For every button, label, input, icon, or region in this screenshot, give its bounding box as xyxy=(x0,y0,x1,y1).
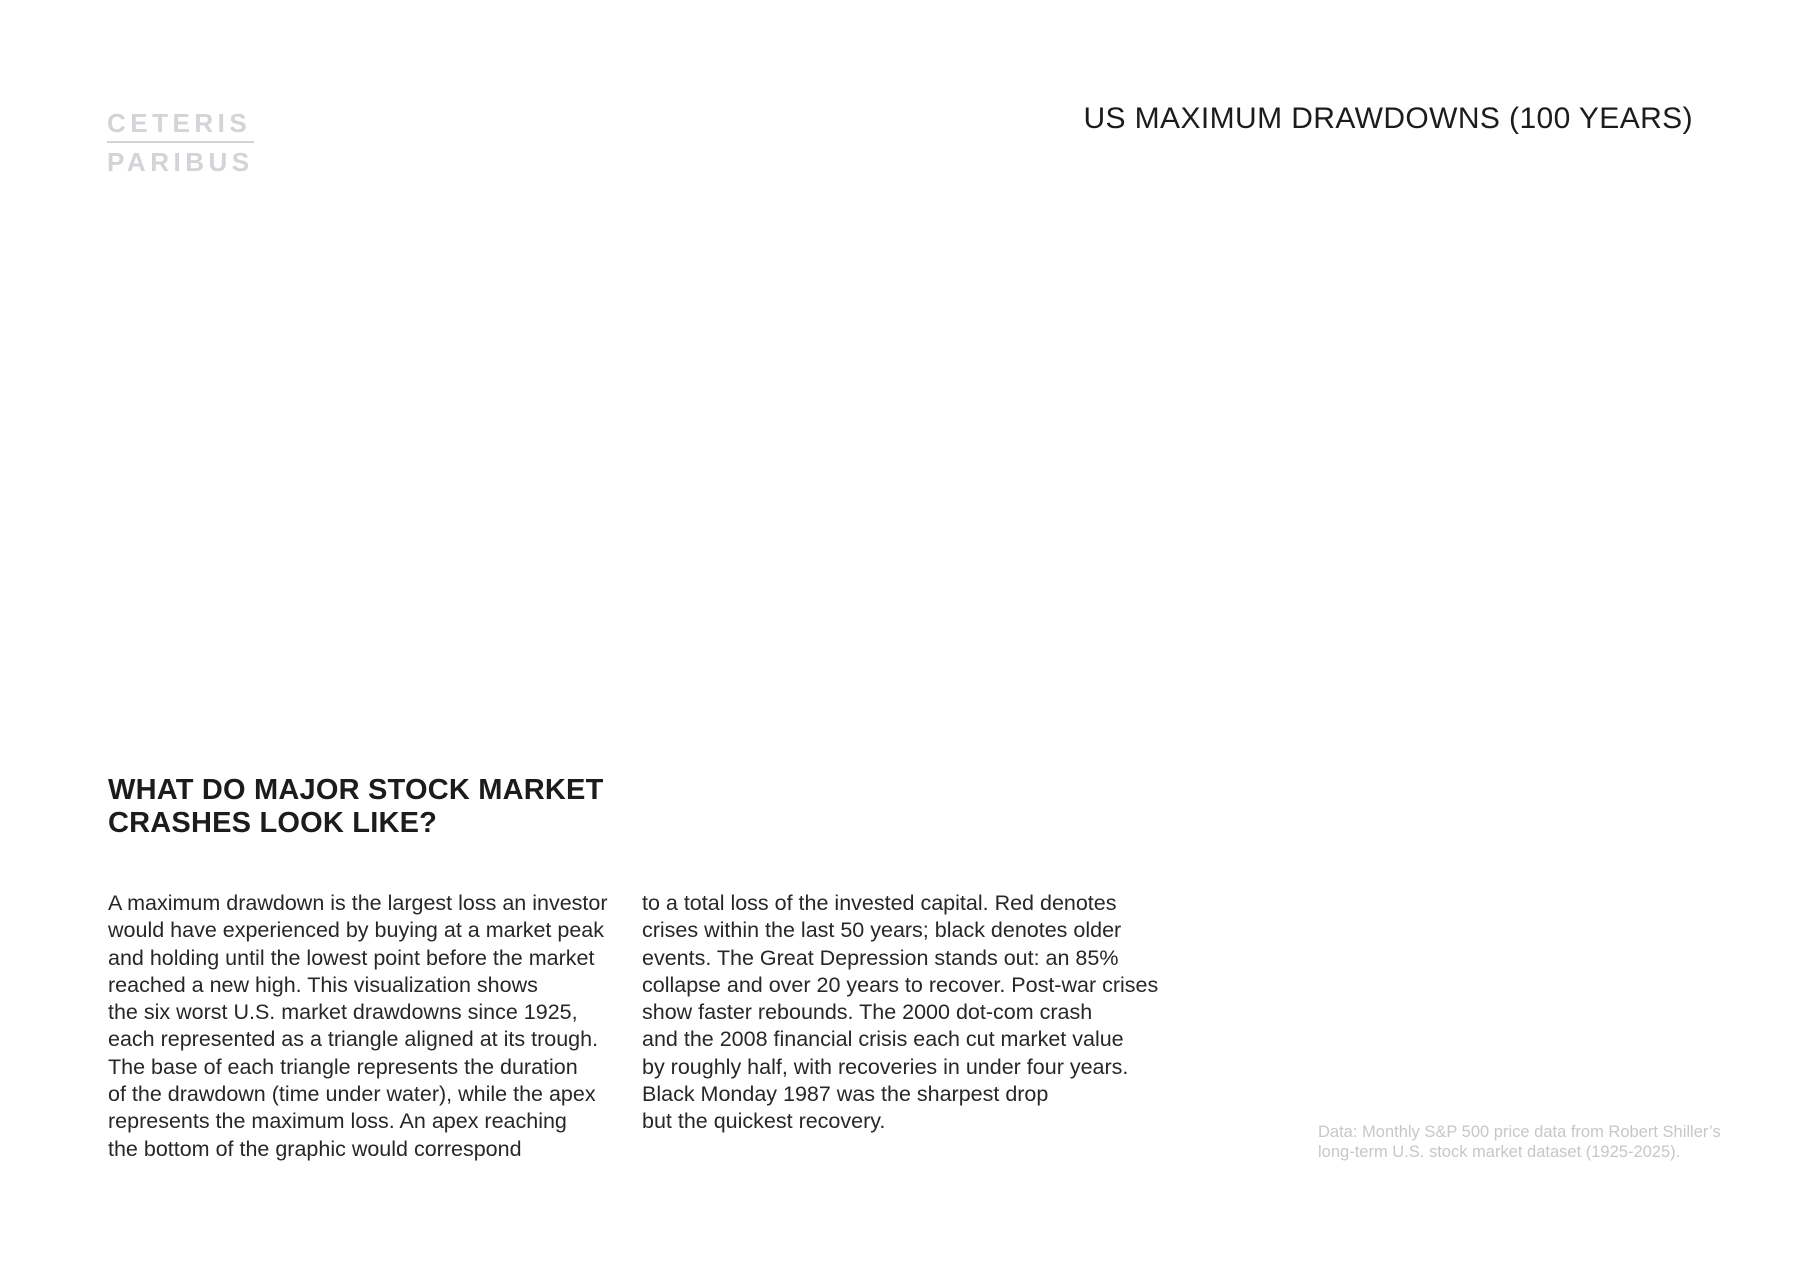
section-heading-line1: WHAT DO MAJOR STOCK MARKET xyxy=(108,774,604,806)
body-text-column-1 xyxy=(108,890,638,1163)
text-line: but the quickest recovery. xyxy=(642,1109,886,1134)
brand-logo xyxy=(107,108,254,177)
brand-logo-line2: PARIBUS xyxy=(107,147,254,177)
body-text-column-2 xyxy=(642,890,1172,1136)
brand-logo-line1: CETERIS xyxy=(107,108,252,138)
text-line: The base of each triangle represents the duration xyxy=(108,1054,578,1079)
text-line: each represented as a triangle aligned at its trough. xyxy=(108,1027,599,1052)
text-line: to a total loss of the invested capital. Red denotes xyxy=(642,891,1117,915)
text-line: show faster rebounds. The 2000 dot-com crash xyxy=(642,1000,1093,1025)
visualization-area-empty xyxy=(107,200,1693,740)
text-line: by roughly half, with recoveries in under four years. xyxy=(642,1054,1129,1079)
section-heading-line2: CRASHES LOOK LIKE? xyxy=(108,807,438,839)
page-title: US MAXIMUM DRAWDOWNS (100 YEARS) xyxy=(1083,102,1693,135)
text-line: would have experienced by buying at a market peak xyxy=(108,918,605,943)
brand-logo-divider xyxy=(107,141,254,143)
text-line: and the 2008 financial crisis each cut market value xyxy=(642,1027,1124,1052)
text-line: Black Monday 1987 was the sharpest drop xyxy=(642,1082,1049,1107)
text-line: reached a new high. This visualization shows xyxy=(108,972,538,997)
text-line: events. The Great Depression stands out: an 85% xyxy=(642,945,1119,970)
text-line: long-term U.S. stock market dataset (1925-2025). xyxy=(1318,1142,1681,1161)
text-line: A maximum drawdown is the largest loss an investor xyxy=(108,891,608,915)
text-line: crises within the last 50 years; black denotes older xyxy=(642,918,1122,943)
text-line: collapse and over 20 years to recover. Post-war crises xyxy=(642,972,1159,997)
data-attribution xyxy=(1318,1123,1721,1162)
section-heading xyxy=(108,774,604,840)
text-line: the bottom of the graphic would correspond xyxy=(108,1136,522,1161)
text-line: represents the maximum loss. An apex reaching xyxy=(108,1109,567,1134)
text-line: of the drawdown (time under water), while the apex xyxy=(108,1082,596,1107)
text-line: and holding until the lowest point before the market xyxy=(108,945,595,970)
text-line: Data: Monthly S&P 500 price data from Robert Shiller’s xyxy=(1318,1123,1721,1141)
text-line: the six worst U.S. market drawdowns since 1925, xyxy=(108,1000,578,1025)
